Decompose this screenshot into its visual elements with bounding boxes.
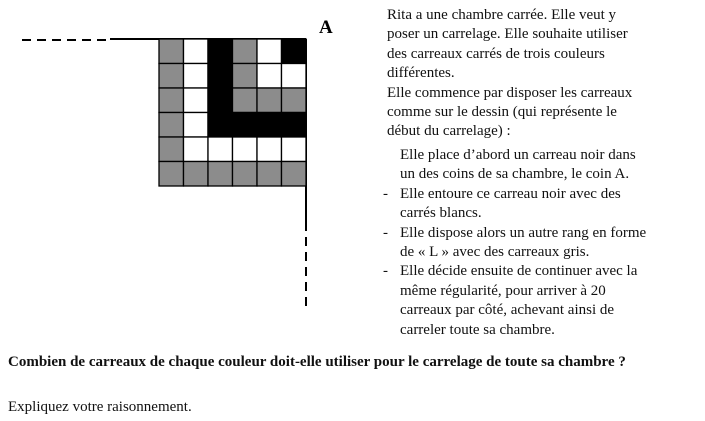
tile-black: [208, 64, 233, 89]
intro-line: différentes.: [387, 65, 455, 82]
tile-gray: [159, 64, 184, 89]
tile-gray: [159, 88, 184, 113]
tile-gray: [282, 162, 307, 187]
tile-white: [184, 137, 209, 162]
tile-white: [184, 113, 209, 138]
tile-gray: [159, 113, 184, 138]
tile-white: [257, 64, 282, 89]
step-item: [383, 224, 693, 263]
tile-black: [208, 113, 233, 138]
tile-black: [257, 113, 282, 138]
instruction-text: Expliquez votre raisonnement.: [8, 399, 192, 415]
step-line: Elle place d’abord un carreau noir dans: [400, 147, 636, 163]
intro-line: début du carrelage) :: [387, 123, 511, 140]
tile-gray: [233, 162, 258, 187]
tile-white: [184, 39, 209, 64]
question-text: Combien de carreaux de chaque couleur doit-elle utiliser pour le carrelage de toute sa chambre ?: [8, 354, 626, 370]
tile-grid: [159, 39, 306, 186]
step-line: de « L » avec des carreaux gris.: [400, 244, 590, 261]
tile-gray: [159, 39, 184, 64]
intro-line: comme sur le dessin (qui représente le: [387, 104, 617, 121]
step-line: Elle dispose alors un autre rang en forme: [400, 224, 647, 241]
tile-gray: [282, 88, 307, 113]
step-line: Elle décide ensuite de continuer avec la: [400, 263, 638, 280]
tile-black: [233, 113, 258, 138]
intro-paragraph-2: [387, 84, 687, 142]
tile-gray: [159, 162, 184, 187]
tile-white: [282, 64, 307, 89]
tile-gray: [257, 88, 282, 113]
step-line: carrés blancs.: [400, 205, 482, 222]
tile-gray: [233, 64, 258, 89]
step-dash: -: [383, 185, 388, 202]
tile-black: [282, 113, 307, 138]
tile-gray: [257, 162, 282, 187]
intro-line: Elle commence par disposer les carreaux: [387, 84, 633, 101]
tile-white: [257, 39, 282, 64]
tile-white: [208, 137, 233, 162]
tile-black: [208, 39, 233, 64]
step-dash: -: [383, 263, 388, 280]
tile-gray: [184, 162, 209, 187]
intro-line: poser un carrelage. Elle souhaite utiliser: [387, 26, 628, 43]
intro-paragraph-1: [387, 6, 687, 84]
intro-line: Rita a une chambre carrée. Elle veut y: [387, 7, 617, 23]
tiling-figure: [0, 0, 380, 350]
step-line: carreler toute sa chambre.: [400, 321, 555, 338]
tile-gray: [233, 39, 258, 64]
step-line: Elle entoure ce carreau noir avec des: [400, 185, 621, 202]
tile-white: [233, 137, 258, 162]
step-dash: -: [383, 224, 388, 241]
tile-black: [282, 39, 307, 64]
step-item: [383, 262, 693, 340]
step-item: [383, 146, 693, 185]
corner-label-a: A: [319, 17, 333, 38]
tile-gray: [233, 88, 258, 113]
intro-text: [387, 6, 687, 142]
tile-gray: [208, 162, 233, 187]
step-line: carreaux par côté, achevant ainsi de: [400, 302, 615, 319]
step-line: un des coins de sa chambre, le coin A.: [400, 166, 630, 183]
step-item: [383, 185, 693, 224]
steps-list: [383, 146, 693, 340]
tile-black: [208, 88, 233, 113]
tile-white: [184, 88, 209, 113]
tile-white: [257, 137, 282, 162]
tile-gray: [159, 137, 184, 162]
intro-line: des carreaux carrés de trois couleurs: [387, 45, 605, 62]
step-line: même régularité, pour arriver à 20: [400, 282, 606, 299]
tile-white: [184, 64, 209, 89]
tile-white: [282, 137, 307, 162]
